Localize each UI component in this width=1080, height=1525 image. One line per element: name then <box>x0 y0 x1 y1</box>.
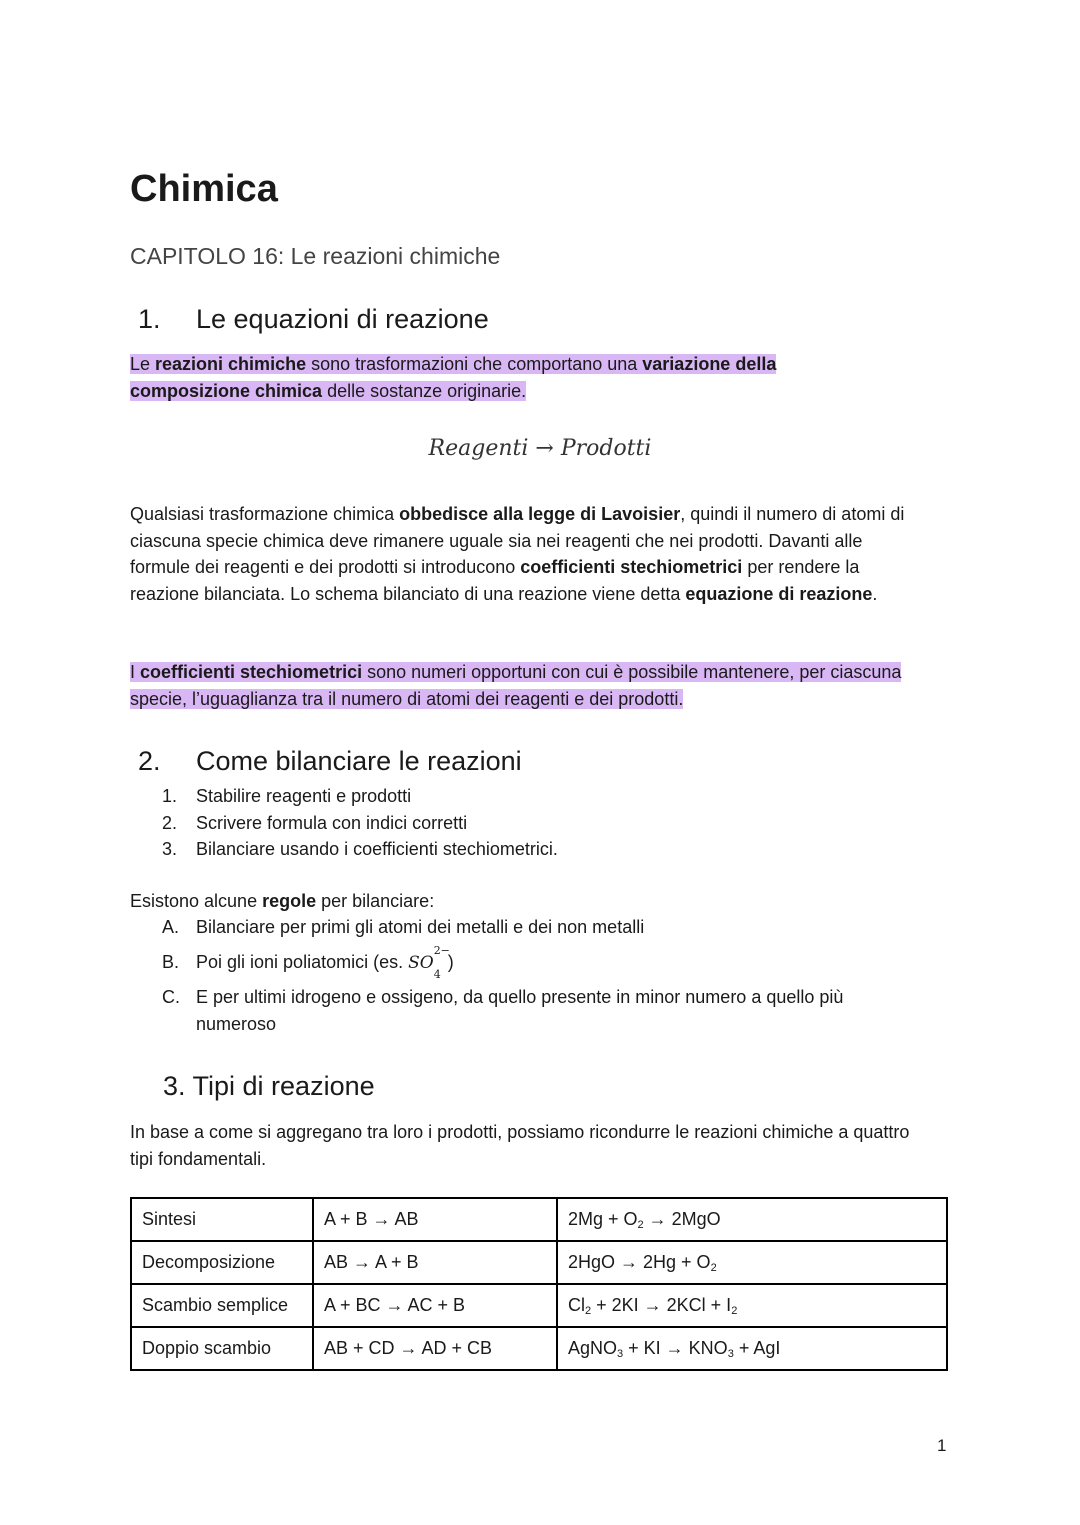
reaction-example-cell <box>557 1198 947 1241</box>
list-marker: 3. <box>162 839 178 859</box>
list-marker: B. <box>162 951 180 972</box>
highlight <box>130 354 776 401</box>
section-2-heading <box>130 746 522 777</box>
bold-text: coefficienti stechiometrici <box>520 557 743 577</box>
section-2-title: Come bilanciare le reazioni <box>196 746 522 776</box>
list-text: Scrivere formula con indici corretti <box>196 812 468 833</box>
reaction-type-cell: Sintesi <box>131 1198 313 1241</box>
formula-text: AgNO <box>568 1337 618 1358</box>
list-text: Poi gli ioni poliatomici (es. <box>196 951 409 972</box>
rules-intro <box>130 888 930 915</box>
list-marker: A. <box>162 917 180 937</box>
formula-text: 2HgO → 2Hg + O <box>568 1251 711 1272</box>
rules-list <box>162 914 922 1037</box>
formula-text: → 2MgO <box>643 1208 721 1229</box>
formula-subscript: 2 <box>585 1304 592 1317</box>
bold-text: obbedisce alla legge di Lavoisier <box>399 504 681 524</box>
text: Esistono alcune <box>130 891 263 911</box>
text: per bilanciare: <box>316 891 435 911</box>
text: sono trasformazioni che comportano una <box>306 354 643 374</box>
table-row <box>131 1241 947 1284</box>
formula-subscript: 2 <box>731 1304 738 1317</box>
list-item <box>162 914 922 941</box>
page-title: Chimica <box>130 168 278 210</box>
list-item <box>162 836 558 863</box>
formula-subscript: 4 <box>433 967 441 981</box>
list-item <box>162 943 922 981</box>
formula-text: Cl <box>568 1294 585 1315</box>
list-text: Stabilire reagenti e prodotti <box>196 786 412 806</box>
reaction-type-cell: Scambio semplice <box>131 1284 313 1327</box>
list-marker: 2. <box>162 812 178 833</box>
section-1-number: 1. <box>138 304 161 334</box>
reaction-example-cell <box>557 1327 947 1370</box>
coefficients-paragraph <box>130 659 920 712</box>
formula-subscript: 2 <box>637 1218 644 1231</box>
reaction-scheme-cell: A + BC → AC + B <box>313 1284 557 1327</box>
bold-text: reazioni chimiche <box>155 354 307 374</box>
bold-text: variazione della composizione chimica <box>130 354 777 401</box>
reaction-formula: Reagenti → Prodotti <box>428 436 652 461</box>
bold-text: regole <box>262 891 317 911</box>
list-marker: C. <box>162 987 180 1007</box>
formula-text: 2Mg + O <box>568 1208 638 1229</box>
steps-list <box>162 783 558 863</box>
chapter-subtitle: CAPITOLO 16: Le reazioni chimiche <box>130 243 501 269</box>
reaction-types-table <box>130 1197 948 1371</box>
formula-text: + AgI <box>733 1337 781 1358</box>
types-intro: In base a come si aggregano tra loro i prodotti, possiamo ricondurre le reazioni chimiche a quattro tipi fondamentali. <box>130 1122 910 1169</box>
text: per rendere la reazione bilanciata. Lo schema bilanciato di una reazione viene detta <box>130 557 860 604</box>
section-1-heading <box>130 304 489 335</box>
bold-text: coefficienti stechiometrici <box>140 662 363 682</box>
text: Qualsiasi trasformazione chimica <box>130 504 400 524</box>
text: sono numeri opportuni con cui è possibile mantenere, per ciascuna specie, l’uguaglianza tra il numero di atomi dei reagenti e dei prodotti. <box>130 662 902 709</box>
table-row <box>131 1198 947 1241</box>
table-row <box>131 1284 947 1327</box>
list-text: Bilanciare usando i coefficienti stechiometrici. <box>196 839 558 859</box>
lavoisier-paragraph <box>130 501 925 607</box>
formula-indices <box>433 943 450 981</box>
reaction-type-cell: Doppio scambio <box>131 1327 313 1370</box>
text: Le <box>130 354 156 374</box>
sulfate-formula <box>408 943 450 981</box>
definition-paragraph <box>130 351 890 404</box>
text: ) <box>447 951 454 972</box>
list-item <box>162 984 922 1037</box>
highlight <box>130 662 901 709</box>
reaction-scheme-cell: A + B → AB <box>313 1198 557 1241</box>
reaction-scheme-cell: AB + CD → AD + CB <box>313 1327 557 1370</box>
formula-text: + 2KI → 2KCl + I <box>591 1294 732 1315</box>
reaction-type-cell: Decomposizione <box>131 1241 313 1284</box>
reaction-example-cell <box>557 1284 947 1327</box>
table-row <box>131 1327 947 1370</box>
text: . <box>872 583 878 604</box>
page-number: 1 <box>937 1436 947 1455</box>
list-marker: 1. <box>162 786 178 806</box>
formula-subscript: 2 <box>710 1261 717 1274</box>
list-item <box>162 810 558 837</box>
bold-text: equazione di reazione <box>685 583 873 604</box>
formula-subscript: 3 <box>727 1347 734 1360</box>
formula-subscript: 3 <box>617 1347 624 1360</box>
formula-text: + KI → KNO <box>623 1337 728 1358</box>
list-text: E per ultimi idrogeno e ossigeno, da quello presente in minor numero a quello più numeroso <box>196 987 844 1034</box>
list-text: Bilanciare per primi gli atomi dei metalli e dei non metalli <box>196 917 645 937</box>
text: delle sostanze originarie. <box>322 380 527 401</box>
reaction-scheme-cell: AB → A + B <box>313 1241 557 1284</box>
text: I <box>130 662 141 682</box>
formula-charge: 2− <box>433 943 450 957</box>
section-1-title: Le equazioni di reazione <box>196 304 489 334</box>
list-item <box>162 783 558 810</box>
section-2-number: 2. <box>138 746 161 776</box>
reaction-example-cell <box>557 1241 947 1284</box>
section-3-heading: 3. Tipi di reazione <box>163 1071 375 1101</box>
formula-base: SO <box>408 952 434 973</box>
text: , quindi il numero di atomi di ciascuna specie chimica deve rimanere uguale sia nei reagenti che nei prodotti. Davanti alle formule dei reagenti e dei prodotti si introducono <box>130 504 905 577</box>
